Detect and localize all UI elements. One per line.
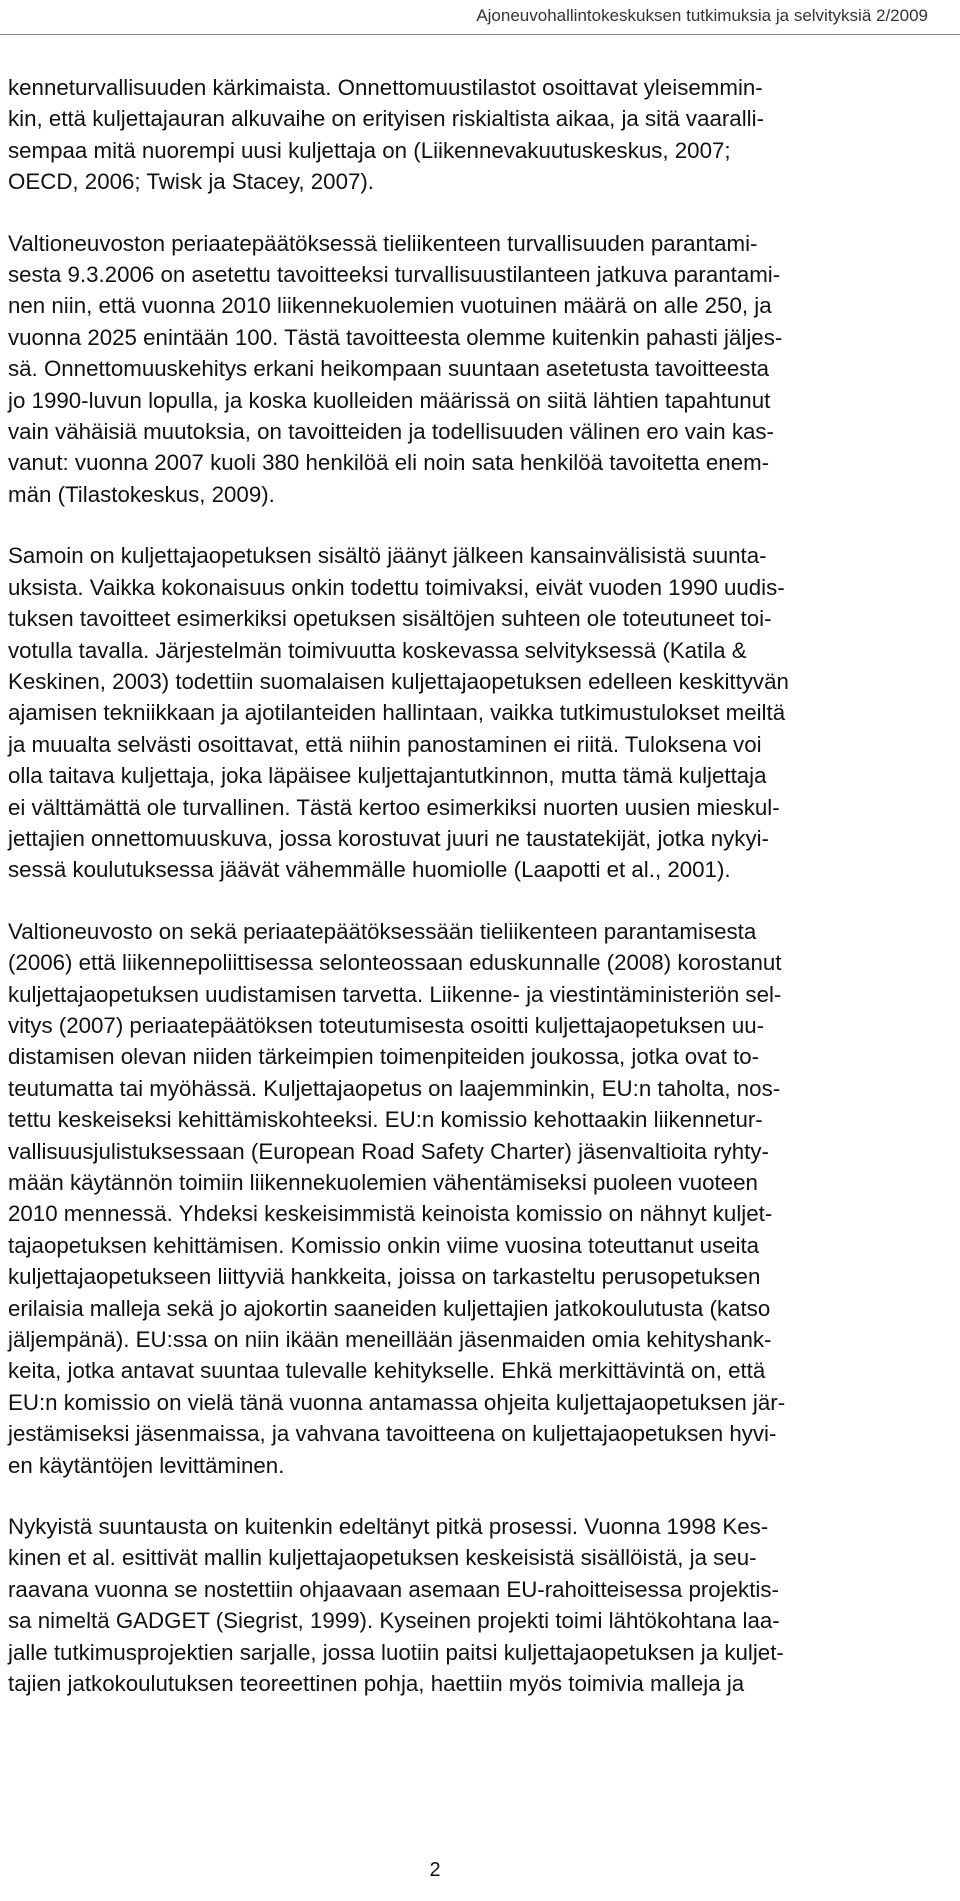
text-line: ja muualta selvästi osoittavat, että niihin panostaminen ei riitä. Tuloksena voi xyxy=(8,731,762,757)
text-line: keita, jotka antavat suuntaa tulevalle kehitykselle. Ehkä merkittävintä on, että xyxy=(8,1358,766,1384)
text-line: EU:n komissio on vielä tänä vuonna antamassa ohjeita kuljettajaopetuksen jär- xyxy=(8,1389,786,1415)
text-line: teutumatta tai myöhässä. Kuljettajaopetus on laajemminkin, EU:n taholta, nos- xyxy=(8,1075,781,1101)
text-line: kenneturvallisuuden kärkimaista. Onnettomuustilastot osoittavat yleisemmin- xyxy=(8,75,763,100)
text-line: ei välttämättä ole turvallinen. Tästä kertoo esimerkiksi nuorten uusien mieskul- xyxy=(8,794,780,820)
text-line: tuksen tavoitteet esimerkiksi opetuksen sisältöjen suhteen ole toteutuneet toi- xyxy=(8,606,772,632)
paragraph-3 xyxy=(8,540,952,885)
text-line: mään käytännön toimiin liikennekuolemien vähentämiseksi puoleen vuoteen xyxy=(8,1170,758,1195)
text-line: Valtioneuvoston periaatepäätöksessä tieliikenteen turvallisuuden parantami- xyxy=(8,230,758,256)
text-line: nen niin, että vuonna 2010 liikennekuolemien vuotuinen määrä on alle 250, ja xyxy=(8,293,772,319)
text-line: kinen et al. esittivät mallin kuljettajaopetuksen keskeisistä sisällöistä, ja seu- xyxy=(8,1545,757,1571)
text-line: ajamisen tekniikkaan ja ajotilanteiden hallintaan, vaikka tutkimustulokset meiltä xyxy=(8,700,786,726)
text-line: OECD, 2006; Twisk ja Stacey, 2007). xyxy=(8,169,375,195)
text-line: sesta 9.3.2006 on asetettu tavoitteeksi turvallisuustilanteen jatkuva parantami- xyxy=(8,262,781,288)
header-rule xyxy=(0,34,960,35)
text-line: Nykyistä suuntausta on kuitenkin edeltänyt pitkä prosessi. Vuonna 1998 Kes- xyxy=(8,1514,769,1540)
page-number: 2 xyxy=(429,1859,441,1881)
text-line: jalle tutkimusprojektien sarjalle, jossa luotiin paitsi kuljettajaopetuksen ja kuljet- xyxy=(8,1639,784,1665)
text-line: uksista. Vaikka kokonaisuus onkin todettu toimivaksi, eivät vuoden 1990 uudis- xyxy=(8,574,785,600)
text-line: män (Tilastokeskus, 2009). xyxy=(8,481,275,507)
text-line: tajaopetuksen kehittämisen. Komissio onkin viime vuosina toteuttanut useita xyxy=(8,1232,760,1258)
running-header: Ajoneuvohallintokeskuksen tutkimuksia ja selvityksiä 2/2009 xyxy=(476,6,928,25)
text-line: (2006) että liikennepoliittisessa selonteossaan eduskunnalle (2008) korostanut xyxy=(8,950,782,976)
text-line: distamisen olevan niiden tärkeimpien toimenpiteiden joukossa, jotka ovat to- xyxy=(8,1044,760,1070)
text-line: sessä koulutuksessa jäävät vähemmälle huomiolle (Laapotti et al., 2001). xyxy=(8,857,731,883)
text-line: jestämiseksi jäsenmaissa, ja vahvana tavoitteena on kuljettajaopetuksen hyvi- xyxy=(8,1421,777,1447)
body-text xyxy=(8,72,952,1700)
text-line: kuljettajaopetuksen uudistamisen tarvetta. Liikenne- ja viestintäministeriön sel- xyxy=(8,981,782,1007)
text-line: votulla tavalla. Järjestelmän toimivuutta koskevassa selvityksessä (Katila & xyxy=(8,637,747,663)
text-line: sä. Onnettomuuskehitys erkani heikompaan suuntaan asetetusta tavoitteesta xyxy=(8,356,770,382)
text-line: kuljettajaopetukseen liittyviä hankkeita, joissa on tarkasteltu perusopetuksen xyxy=(8,1264,761,1290)
text-line: 2010 mennessä. Yhdeksi keskeisimmistä keinoista komissio on nähnyt kuljet- xyxy=(8,1201,773,1227)
paragraph-1 xyxy=(8,72,952,198)
text-line: vanut: vuonna 2007 kuoli 380 henkilöä eli noin sata henkilöä tavoitetta enem- xyxy=(8,450,770,476)
text-line: Samoin on kuljettajaopetuksen sisältö jäänyt jälkeen kansainvälisistä suunta- xyxy=(8,543,767,569)
text-line: vitys (2007) periaatepäätöksen toteutumisesta osoitti kuljettajaopetuksen uu- xyxy=(8,1012,765,1038)
text-line: vain vähäisiä muutoksia, on tavoitteiden ja todellisuuden välinen ero vain kas- xyxy=(8,419,774,445)
paragraph-2 xyxy=(8,228,952,511)
text-line: tettu keskeiseksi kehittämiskohteeksi. EU:n komissio kehottaakin liikennetur- xyxy=(8,1107,763,1133)
text-line: Keskinen, 2003) todettiin suomalaisen kuljettajaopetuksen edelleen keskittyvän xyxy=(8,668,789,694)
text-line: jäljempänä). EU:ssa on niin ikään meneillään jäsenmaiden omia kehityshank- xyxy=(8,1327,772,1353)
text-line: vuonna 2025 enintään 100. Tästä tavoitteesta olemme kuitenkin pahasti jäljes- xyxy=(8,324,783,350)
paragraph-4 xyxy=(8,916,952,1481)
text-line: vallisuusjulistuksessaan (European Road Safety Charter) jäsenvaltioita ryhty- xyxy=(8,1138,769,1164)
text-line: erilaisia malleja sekä jo ajokortin saaneiden kuljettajien jatkokoulutusta (katso xyxy=(8,1295,771,1321)
text-line: tajien jatkokoulutuksen teoreettinen pohja, haettiin myös toimivia malleja ja xyxy=(8,1671,745,1697)
text-line: Valtioneuvosto on sekä periaatepäätöksessään tieliikenteen parantamisesta xyxy=(8,918,757,944)
paragraph-5 xyxy=(8,1511,952,1699)
text-line: en käytäntöjen levittäminen. xyxy=(8,1452,285,1478)
text-line: kin, että kuljettajauran alkuvaihe on erityisen riskialtista aikaa, ja sitä vaaralli- xyxy=(8,106,764,132)
text-line: sempaa mitä nuorempi uusi kuljettaja on (Liikennevakuutuskeskus, 2007; xyxy=(8,137,731,163)
text-line: jettajien onnettomuuskuva, jossa korostuvat juuri ne taustatekijät, jotka nykyi- xyxy=(8,825,769,851)
text-line: sa nimeltä GADGET (Siegrist, 1999). Kyseinen projekti toimi lähtökohtana laa- xyxy=(8,1608,780,1634)
text-line: olla taitava kuljettaja, joka läpäisee kuljettajantutkinnon, mutta tämä kuljettaja xyxy=(8,763,767,789)
text-line: raavana vuonna se nostettiin ohjaavaan asemaan EU-rahoitteisessa projektis- xyxy=(8,1576,779,1602)
text-line: jo 1990-luvun lopulla, ja koska kuolleiden määrissä on siitä lähtien tapahtunut xyxy=(8,387,771,413)
